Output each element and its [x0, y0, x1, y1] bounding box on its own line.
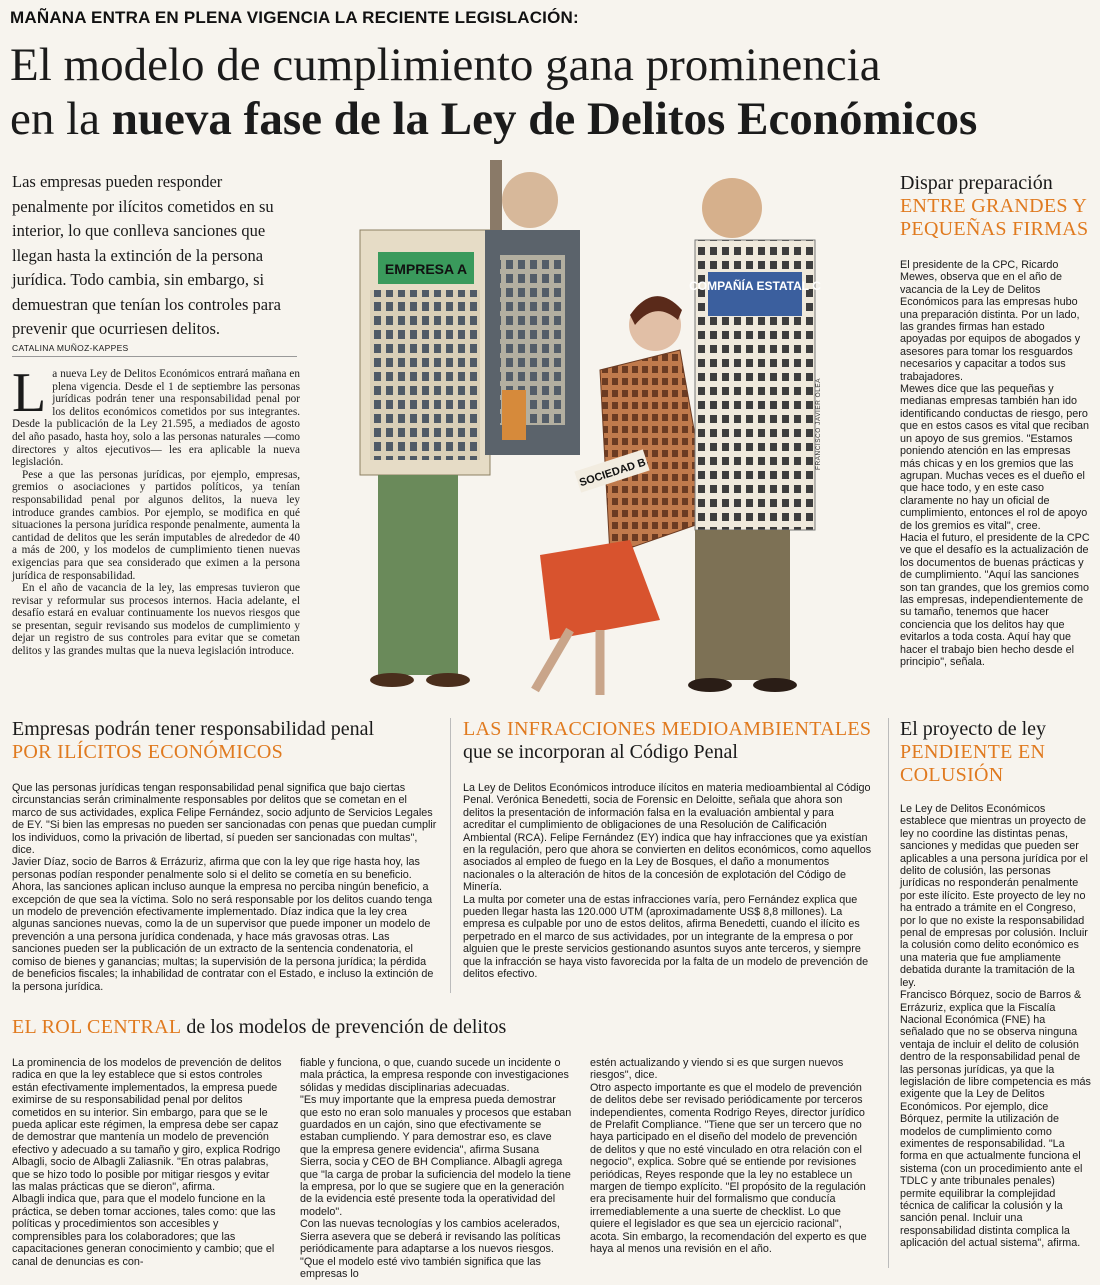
rol-col-2: [300, 1057, 572, 1280]
figure-c-shoe-right: [753, 678, 797, 692]
main-article-p2: Pese a que las personas jurídicas, por ejemplo, empresas, gremios o asociaciones y partidos políticos, ya tenían responsabilidad penal por algunos delitos, la nueva ley introduce grandes cambios. Por ejemplo, se modifica en qué situaciones la persona jurídica responde penalmente, aumenta la cantidad de delitos que les serán imputables de alrededor de 40 a más de 200, y los modelos de cumplimiento tienen nuevas exigencias para que sea considerado que eximen a la persona jurídica de responsabilidad.: [12, 468, 300, 582]
main-article-p1: a nueva Ley de Delitos Económicos entrará mañana en plena vigencia. Desde el 1 de septiembre las personas jurídicas podrán tener una responsabilidad penal por los delitos económicos cometidos por sus integrantes. Desde la publicación de la Ley 21.595, a mediados de agosto del año pasado, hasta hoy, solo a las personas naturales —como directores y altos ejecutivos— les era aplicable la nueva legislación.: [12, 368, 300, 469]
figure-a-shoe-right: [426, 673, 470, 687]
sign-a-text: EMPRESA A: [384, 261, 468, 277]
penal-p1: Que las personas jurídicas tengan responsabilidad penal significa que bajo ciertas circunstancias serán criminalmente responsables por delitos que se cometan en el marco de sus actividades, explica Felipe Fernández, socio adjunto de Servicios Legales de EY. "Si bien las empresas no pueden ser sancionadas con penas que puedan cumplir los individuos, como la privación de libertad, sí pueden ser sancionadas con multas", dice.: [12, 782, 437, 857]
rol-col1-p2: Albagli indica que, para que el modelo funcione en la práctica, se deben tomar acciones, tales como: que las políticas y procedimientos son accesibles y comprensibles para los colaboradores; que las capacitaciones generan conocimiento y cambio; que el canal de denuncias es con-: [12, 1193, 276, 1268]
main-article: [12, 362, 300, 658]
figure-a-legs: [378, 475, 458, 675]
man-2-head: [502, 172, 558, 228]
building-b: [600, 350, 710, 555]
column-rule: [450, 718, 451, 993]
headline-line-2-bold: nueva fase de la Ley de Delitos Económicos: [111, 93, 978, 145]
colusion-title-black: El proyecto de ley: [900, 718, 1047, 740]
factory-door: [502, 390, 526, 440]
rol-col2-p3: Con las nuevas tecnologías y los cambios acelerados, Sierra asevera que se deberá ir revisando las políticas periódicamente para adaptarse a los nuevos riesgos. "Que el modelo esté vivo también significa que las empresas lo: [300, 1218, 561, 1280]
ambiental-p2: La multa por cometer una de estas infracciones varía, pero Fernández explica que pueden llegar hasta las 120.000 UTM (aproximadamente US$ 8,8 millones). La empresa es culpable por uno de estos delitos, afirma Benedetti, cuando el ilícito es perpetrado en el marco de sus actividades, por un integrante de la empresa o por alguien que le preste servicios gestionando asuntos suyos ante terceros, y siempre que la infracción se haya visto favorecida por la falta de un modelo de prevención de delitos efectivo.: [463, 893, 869, 981]
penal-title-black: Empresas podrán tener responsabilidad penal: [12, 718, 375, 740]
headline-line-2-plain: en la: [10, 93, 112, 145]
section-rol-title: [12, 1016, 882, 1039]
sign-c-text-line: COMPAÑÍA ESTATAL C: [689, 279, 821, 293]
headline: [10, 38, 1090, 146]
woman-legs: [535, 630, 600, 695]
ambiental-title-orange: LAS INFRACCIONES MEDIOAMBIENTALES: [463, 718, 872, 740]
colusion-p2: Francisco Bórquez, socio de Barros & Errázuriz, explica que la Fiscalía Nacional Económica (FNE) ha señalado que no se observa ninguna ventaja de incluir el delito de colusión dentro de la responsabilidad penal de las personas jurídicas, ya que la legislación de libre competencia es más exigente que la Ley de Delitos Económicos. Por ejemplo, dice Bórquez, permite la utilización de modelos de cumplimiento como eximentes de responsabilidad. "La forma en que actualmente funciona el sistema (con un procedimiento ante el TDLC y ante tribunales penales) permite equilibrar la complejidad técnica de calificar la colusión y la sanción penal. Incluir una responsabilidad distinta complica la aplicación del actual sistema", afirma.: [900, 989, 1091, 1250]
section-ambiental: [463, 718, 873, 981]
penal-p2: Javier Díaz, socio de Barros & Errázuriz, afirma que con la ley que rige hasta hoy, las personas podían responder penalmente solo si el delito se cometía en su beneficio. Ahora, las sanciones aplican incluso aunque la empresa no perciba ningún beneficio, a excepción de que sea la víctima. Solo no será responsable por los delitos cuando tenga un modelo de prevención efectivamente implementado. Díaz indica que la ley crea algunas sanciones nuevas, como la de un supervisor que puede imponer un modelo de prevención a una persona jurídica condenada, y hace más gravosas otras. Las sanciones pueden ser la publicación de un extracto de la sentencia condenatoria, el comiso de bienes y ganancias; multas; la supervisión de la persona jurídica; la pérdida de beneficios fiscales; la inhabilidad de contratar con el Estado, e incluso la extinción de la persona jurídica.: [12, 856, 434, 993]
sidebar-title-orange: ENTRE GRANDES Y PEQUEÑAS FIRMAS: [900, 195, 1089, 240]
figure-c-shoe-left: [688, 678, 732, 692]
rol-col1-p1: La prominencia de los modelos de prevención de delitos radica en que la ley establece que si estos controles están efectivamente implementados, la empresa puede eximirse de su responsabilidad penal por delitos cometidos en su interior. Sin embargo, para que se le pueda aplicar este régimen, la empresa debe ser capaz de demostrar que mantenía un modelo de prevención efectivo y adecuado a su tamaño y giro, explica Rodrigo Albagli, socio de Albagli Zaliasnik. "En otras palabras, que se hizo todo lo posible por mitigar riesgos y evitar las malas prácticas que se dieron", afirma.: [12, 1057, 282, 1194]
rol-col2-p2: "Es muy importante que la empresa pueda demostrar que esto no eran solo manuales y procesos que estaban guardados en un cajón, sino que efectivamente se estaban cumpliendo. Y para demostrar eso, es clave que la empresa genere evidencia", afirma Susana Sierra, socia y CEO de BH Compliance. Albagli agrega que "la carga de probar la suficiencia del modelo la tiene la empresa, por lo que se sugiere que en la generación de la evidencia esté presente toda la operatividad del modelo".: [300, 1094, 572, 1218]
rol-title-black: de los modelos de prevención de delitos: [181, 1016, 507, 1038]
sidebar-preparacion: [900, 172, 1092, 668]
colusion-body: [900, 803, 1092, 1250]
colusion-title-orange: PENDIENTE EN COLUSIÓN: [900, 741, 1046, 786]
building-a-windows: [370, 290, 480, 460]
section-colusion: [900, 718, 1092, 1250]
main-article-p3: En el año de vacancia de la ley, las empresas tuvieron que revisar y reformular sus procesos internos. Hacia adelante, el desafío estará en evaluar continuamente los nuevos riesgos que se presentan, seguir revisando sus modelos de cumplimiento y dejar un registro de sus controles para evitar que se cometan delitos y las grandes multas que la nueva legislación introduce.: [12, 582, 300, 658]
dropcap: L: [12, 362, 47, 424]
sidebar-title-black: Dispar preparación: [900, 172, 1053, 194]
column-rule: [888, 718, 889, 1268]
penal-title-orange: POR ILÍCITOS ECONÓMICOS: [12, 741, 284, 763]
kicker: MAÑANA ENTRA EN PLENA VIGENCIA LA RECIENTE LEGISLACIÓN:: [10, 8, 579, 27]
figure-a-shoe-left: [370, 673, 414, 687]
illustration-credit: FRANCISCO JAVIER OLEA: [815, 377, 822, 470]
rol-col-1: [12, 1057, 284, 1268]
ambiental-title-black: que se incorporan al Código Penal: [463, 741, 738, 763]
man-3-head: [702, 178, 762, 238]
sidebar-p3: Hacia el futuro, el presidente de la CPC ve que el desafío es la actualización de los documentos de buenas prácticas y de cumplimiento. "Aquí las sanciones son tan grandes, que los gremios como las empresas, independientemente de su tamaño, tenemos que hacer conciencia que los delitos hay que evitarlos a toda costa. Aquí hay que hacer el trabajo bien hecho desde el principio", señala.: [900, 531, 1090, 668]
sign-c-text: [689, 278, 821, 293]
sign-b-text: SOCIEDAD B: [577, 456, 648, 490]
ambiental-p1: La Ley de Delitos Económicos introduce ilícitos en materia medioambiental al Código Penal. Verónica Benedetti, socia de Forensic en Deloitte, señala que ahora son delitos la presentación de información falsa en la evaluación ambiental y para acreditar el cumplimiento de obligaciones de una Resolución de Calificación Ambiental (RCA). Felipe Fernández (EY) indica que hay infracciones que ya existían en la regulación, pero que ahora se convierten en delitos económicos, como aquellos asociados al empleo de fuego en la Ley de Bosques, el daño a monumentos nacionales o la alteración de hitos de la concesión de explotación del Código de Minería.: [463, 782, 872, 894]
figure-c-legs: [695, 530, 790, 680]
colusion-p1: Le Ley de Delitos Económicos establece que mientras un proyecto de ley no coordine las distintas penas, sanciones y medidas que pueden ser aplicables a una persona jurídica por el delito de colusión, las personas jurídicas no responderán penalmente por este ilícito. Este proyecto de ley no ha entrado a trámite en el Congreso, por lo que no existe la responsabilidad penal de empresas por colusión. Incluir la colusión como delito económico es una materia que fue ampliamente debatida durante la tramitación de la ley.: [900, 803, 1088, 989]
penal-body: [12, 782, 437, 993]
byline: CATALINA MUÑOZ-KAPPES: [12, 343, 297, 357]
collage-illustration: [300, 160, 860, 705]
sidebar-p2: Mewes dice que las pequeñas y medianas empresas también han ido identificando conductas de riesgo, pero que en estos casos es vital que reciban un apoyo de sus gremios. "Estamos poniendo atención en las empresas más chicas y en los gremios que las agrupan. Muchas veces es el dueño el que hace todo, y en este caso claramente no hay un oficial de cumplimiento, entonces el rol de apoyo de los gremios es vital", cree.: [900, 383, 1090, 532]
headline-line-2: [10, 92, 1090, 146]
lead-paragraph: Las empresas pueden responder penalmente por ilícitos cometidos en su interior, lo que conlleva sanciones que llegan hasta la extinción de la persona jurídica. Todo cambia, sin embargo, si demuestran que tenían los controles para prevenir que ocurriesen delitos.: [12, 172, 281, 338]
ambiental-body: [463, 782, 873, 981]
rol-col2-p1: fiable y funciona, o que, cuando sucede un incidente o mala práctica, la empresa responde con investigaciones sólidas y medidas disciplinarias adecuadas.: [300, 1057, 569, 1094]
headline-line-1: El modelo de cumplimiento gana prominencia: [10, 39, 881, 91]
rol-title-orange: EL ROL CENTRAL: [12, 1016, 182, 1038]
sidebar-p1: El presidente de la CPC, Ricardo Mewes, observa que en el año de vacancia de la Ley de Delitos Económicos para las empresas hubo una preparación distinta. Por un lado, las grandes firmas han estado apoyadas por equipos de abogados y asesores para tomar los resguardos necesarios y capacitar a todos sus trabajadores.: [900, 259, 1081, 383]
section-penal: [12, 718, 437, 993]
rol-col-3: [590, 1057, 870, 1256]
woman-skirt: [540, 540, 660, 640]
rol-col3-p2: Otro aspecto importante es que el modelo de prevención de delitos debe ser revisado periódicamente por terceros independientes, comenta Rodrigo Reyes, director jurídico de Prelafit Compliance. "Tiene que ser un tercero que no haya participado en el diseño del modelo de prevención de delitos y que no esté vinculado en otra relación con el negocio", explica. Sobre qué se entiende por revisiones periódicas, Reyes responde que la ley no establece un margen de tiempo explícito. "El propósito de la regulación era precisamente huir del formalismo que conducía irremediablemente a una suerte de checklist. Lo que quiere el legislador es que sea un ejercicio racional", acota. Sin embargo, la recomendación del experto es que haya al menos una revisión en el año.: [590, 1081, 867, 1256]
sidebar-body: [900, 259, 1092, 668]
rol-col3-p1: estén actualizando y viendo si es que surgen nuevos riesgos", dice.: [590, 1057, 844, 1082]
